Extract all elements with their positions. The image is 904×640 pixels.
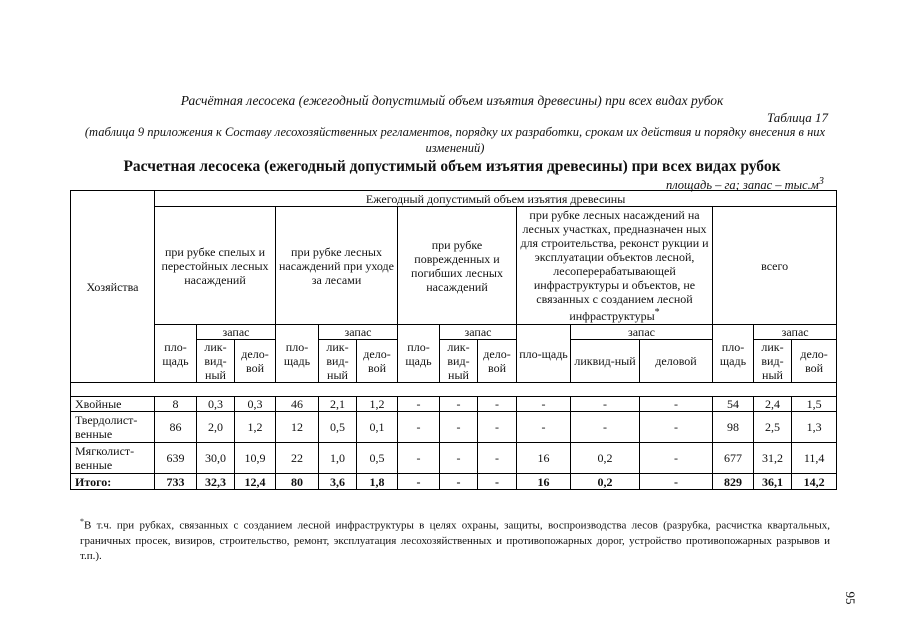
table-cell: 86 [155,412,197,443]
table-cell: - [640,397,713,412]
stock-header: запас [754,325,837,340]
area-header: пло-щадь [398,325,440,383]
table-cell: 1,2 [235,412,276,443]
table-cell: - [517,397,571,412]
area-header: пло-щадь [276,325,319,383]
page-number: 95 [843,591,858,605]
table-cell: - [478,474,517,490]
table-cell: 46 [276,397,319,412]
table-cell: 0,3 [197,397,235,412]
table-cell: - [440,443,478,474]
table-cell: 0,3 [235,397,276,412]
row-label: Твердолист-венные [71,412,155,443]
area-header: пло-щадь [713,325,754,383]
table-cell: 733 [155,474,197,490]
table-cell: 0,5 [357,443,398,474]
table-cell: 3,6 [319,474,357,490]
table-cell: - [398,474,440,490]
table-cell: 14,2 [792,474,837,490]
table-header-row-2 [71,207,837,325]
table-cell: - [398,397,440,412]
table-cell: 0,1 [357,412,398,443]
area-header: пло-щадь [517,325,571,383]
table-cell: 36,1 [754,474,792,490]
spacer-row [71,383,837,397]
table-cell: - [440,412,478,443]
stock-header: запас [440,325,517,340]
liquid-header: лик-вид-ный [754,340,792,383]
table-cell: 32,3 [197,474,235,490]
caption-reference: (таблица 9 приложения к Составу лесохозяйственных регламентов, порядку их разработки, срокам их действия и порядку внесения в них изменений) [84,125,826,155]
row-label: Мягколист-венные [71,443,155,474]
table-cell: 22 [276,443,319,474]
footnote-marker: * [654,307,660,318]
table-cell: 54 [713,397,754,412]
group-header: Ежегодный допустимый объем изъятия древесины [155,191,837,207]
table-row [71,397,837,412]
table-cell: 0,2 [571,474,640,490]
row-label: Хвойные [71,397,155,412]
table-cell: 12 [276,412,319,443]
table-cell: - [640,412,713,443]
area-header: пло-щадь [155,325,197,383]
business-header: дело-вой [478,340,517,383]
table-cell: - [571,397,640,412]
table-cell: 11,4 [792,443,837,474]
table-cell: - [440,397,478,412]
table-cell: 1,5 [792,397,837,412]
table-title: Расчетная лесосека (ежегодный допустимый объем изъятия древесины) при всех видах рубок [123,158,781,175]
liquid-header: ликвид-ный [571,340,640,383]
liquid-header: лик-вид-ный [440,340,478,383]
group-header-care: при рубке лесных насаждений при уходе за лесами [276,207,398,325]
liquid-header: лик-вид-ный [319,340,357,383]
footnote-mark: * [80,517,84,526]
units-text: площадь – га; запас – тыс.м [665,178,819,193]
table-cell: 8 [155,397,197,412]
table-cell: 2,0 [197,412,235,443]
table-cell: 80 [276,474,319,490]
group-header-infrastructure [517,207,713,325]
table-cell: - [478,412,517,443]
table-header-row-1 [71,191,837,207]
liquid-header: лик-вид-ный [197,340,235,383]
group-header-damaged: при рубке поврежденных и погибших лесных насаждений [398,207,517,325]
italic-caption: Расчётная лесосека (ежегодный допустимый объем изъятия древесины) при всех видах рубок [180,93,724,108]
table-header-row-3 [71,325,837,340]
table-cell: 677 [713,443,754,474]
table-cell: 30,0 [197,443,235,474]
table-number: Таблица 17 [766,110,828,125]
table-cell: 2,5 [754,412,792,443]
business-header: дело-вой [235,340,276,383]
table-cell: 0,5 [319,412,357,443]
stock-header: запас [571,325,713,340]
table-cell: 31,2 [754,443,792,474]
table-cell: - [440,474,478,490]
table-cell: - [571,412,640,443]
footnote [80,514,830,564]
business-header: дело-вой [792,340,837,383]
table-cell: - [398,443,440,474]
table-cell: 1,2 [357,397,398,412]
business-header: дело-вой [357,340,398,383]
allowable-cut-table [70,190,837,490]
table-cell: 12,4 [235,474,276,490]
table-cell: - [640,443,713,474]
table-cell: - [398,412,440,443]
stock-header: запас [197,325,276,340]
table-row [71,412,837,443]
table-cell: - [478,443,517,474]
total-row [71,474,837,490]
table-body [71,397,837,490]
table-row [71,443,837,474]
table-cell: - [517,412,571,443]
table-cell: 98 [713,412,754,443]
table-cell: 2,1 [319,397,357,412]
table-cell: 2,4 [754,397,792,412]
table-cell: 829 [713,474,754,490]
table-cell: - [478,397,517,412]
table-cell: 639 [155,443,197,474]
table-cell: - [640,474,713,490]
spacer-cell [71,383,837,397]
row-label: Итого: [71,474,155,490]
table-cell: 1,8 [357,474,398,490]
farm-column-header: Хозяйства [71,191,155,383]
table-cell: 1,0 [319,443,357,474]
group-header-mature: при рубке спелых и перестойных лесных насаждений [155,207,276,325]
business-header: деловой [640,340,713,383]
stock-header: запас [319,325,398,340]
table-cell: 10,9 [235,443,276,474]
table-cell: 1,3 [792,412,837,443]
footnote-text: В т.ч. при рубках, связанных с созданием лесной инфраструктуры в целях охраны, защиты, воспроизводства лесов (разрубка, расчистка квартальных, граничных просек, визиров, строительство, ремонт, эксплуатация лесохозяйственных и противопожарных дорог, устройство противопожарных разрывов и т.п.). [80,519,830,562]
table-cell: 0,2 [571,443,640,474]
table-cell: 16 [517,474,571,490]
table-cell: 16 [517,443,571,474]
group-header-total: всего [713,207,837,325]
units-superscript: 3 [818,176,824,187]
group-header-infrastructure-text: при рубке лесных насаждений на лесных участках, предназначен ных для строительства, реконст рукции и эксплуатации объектов лесной, лесоперерабатывающей инфраструктуры и объектов, не связанных с созданием лесной инфраструктуры [520,208,709,323]
